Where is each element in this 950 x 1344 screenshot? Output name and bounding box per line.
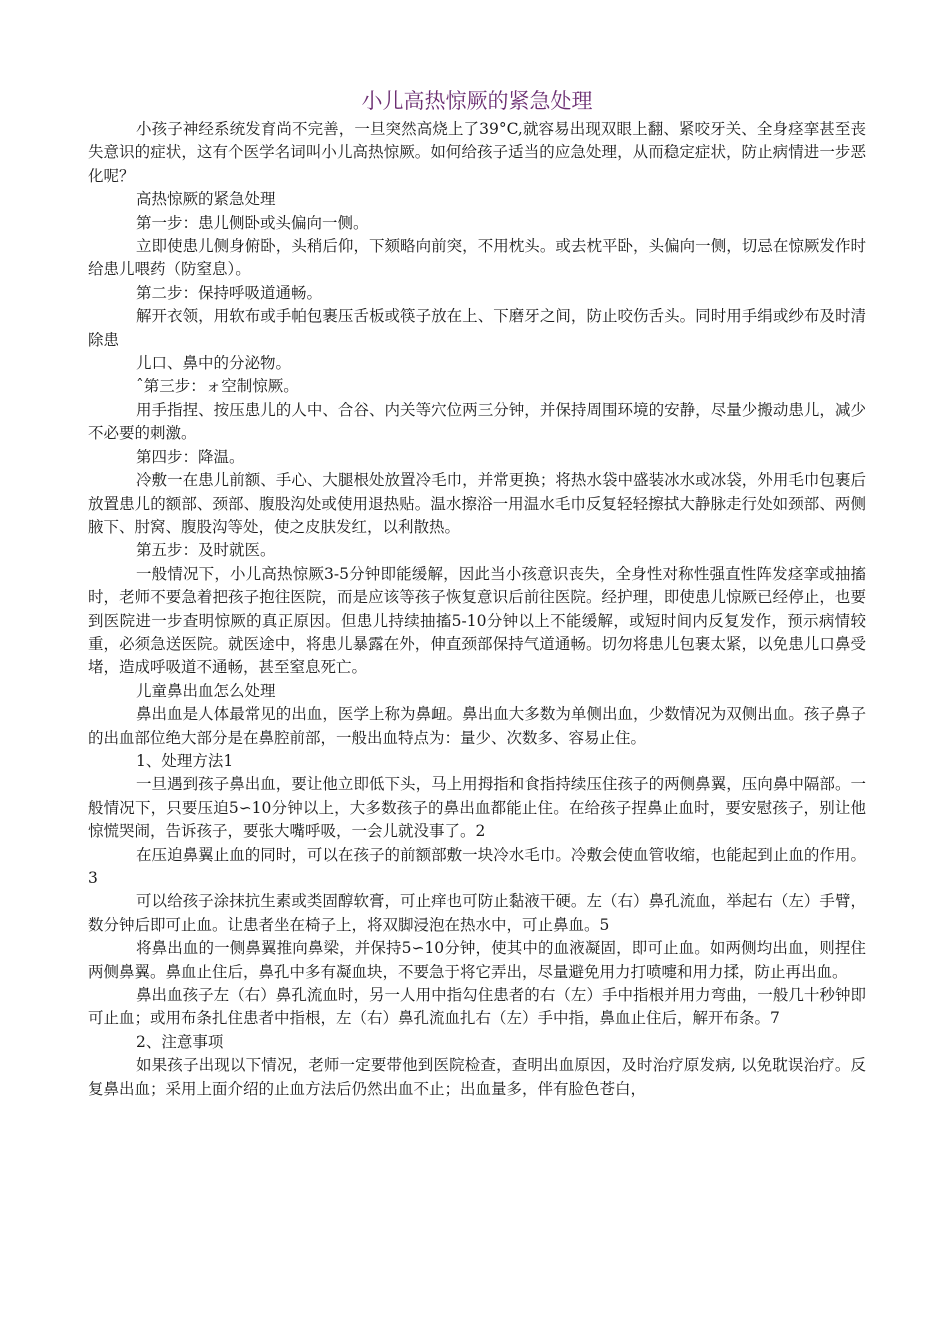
step-five-heading: 第五步：及时就医。	[136, 541, 276, 560]
step-two-body-continued: 儿口、鼻中的分泌物。	[136, 354, 292, 373]
step-three-body: 用手指捏、按压患儿的人中、合谷、内关等穴位两三分钟，并保持周围环境的安静，尽量少搬动患儿，减少不必要的刺激。	[88, 400, 866, 443]
step-four-body: 冷敷一在患儿前额、手心、大腿根处放置冷毛巾，并常更换；将热水袋中盛装冰水或冰袋，外用毛巾包裹后放置患儿的额部、颈部、腹股沟处或使用退热贴。温水擦浴一用温水毛巾反复轻轻擦拭大静脉走行处如颈部、两侧腋下、肘窝、腹股沟等处，使之皮肤发红，以利散热。	[88, 471, 866, 536]
step-two-heading: 第二步：保持呼吸道通畅。	[136, 283, 323, 302]
step-five-body: 一般情况下，小儿高热惊厥3-5分钟即能缓解，因此当小孩意识丧失，全身性对称性强直性阵发痉挛或抽搐时，老师不要急着把孩子抱往医院，而是应该等孩子恢复意识后前往医院。经护理，即使患儿惊厥已经停止，也要到医院进一步查明惊厥的真正原因。但患儿持续抽搐5-10分钟以上不能缓解，或短时间内反复发作，预示病情较重，必须急送医院。就医途中，将患儿暴露在外，伸直颈部保持气道通畅。切勿将患儿包裹太紧，以免患儿口鼻受堵，造成呼吸道不通畅，甚至窒息死亡。	[88, 564, 866, 677]
method-two-body: 在压迫鼻翼止血的同时，可以在孩子的前额部敷一块冷水毛巾。冷敷会使血管收缩，也能起到止血的作用。3	[88, 845, 866, 887]
step-two-body: 解开衣领，用软布或手帕包裹压舌板或筷子放在上、下磨牙之间，防止咬伤舌头。同时用手绢或纱布及时清除患	[88, 307, 866, 349]
section-heading-febrile-convulsion: 高热惊厥的紧急处理	[136, 190, 276, 209]
method-one-body: 一旦遇到孩子鼻出血，要让他立即低下头，马上用拇指和食指持续压住孩子的两侧鼻翼，压向鼻中隔部。一般情况下，只要压迫5∽10分钟以上，大多数孩子的鼻出血都能止住。在给孩子捏鼻止血时，要安慰孩子，别让他惊慌哭闹，告诉孩子，要张大嘴呼吸，一会儿就没事了。2	[88, 775, 866, 841]
intro-paragraph: 小孩子神经系统发育尚不完善，一旦突然高烧上了39°C,就容易出现双眼上翻、紧咬牙关、全身痉挛甚至丧失意识的症状，这有个医学名词叫小儿高热惊厥。如何给孩子适当的应急处理，从而稳定症状，防止病情进一步恶化呢？	[88, 120, 866, 185]
method-heading: 1、处理方法1	[136, 751, 234, 770]
document-title: 小儿高热惊厥的紧急处理	[361, 89, 593, 113]
nosebleed-intro: 鼻出血是人体最常见的出血，医学上称为鼻衄。鼻出血大多数为单侧出血，少数情况为双侧出血。孩子鼻子的出血部位绝大部分是在鼻腔前部，一般出血特点为：量少、次数多、容易止住。	[88, 705, 866, 747]
method-four-body: 将鼻出血的一侧鼻翼推向鼻梁，并保持5∽10分钟，使其中的血液凝固，即可止血。如两侧均出血，则捏住两侧鼻翼。鼻血止住后，鼻孔中多有凝血块，不要急于将它弄出，尽量避免用力打喷嚏和用力揉，防止再出血。	[88, 939, 866, 981]
notes-heading: 2、注意事项	[136, 1032, 224, 1051]
document-page	[88, 86, 866, 1101]
section-heading-nosebleed: 儿童鼻出血怎么处理	[136, 681, 276, 700]
method-five-body: 鼻出血孩子左（右）鼻孔流血时，另一人用中指勾住患者的右（左）手中指根并用力弯曲，一般几十秒钟即可止血；或用布条扎住患者中指根，左（右）鼻孔流血扎右（左）手中指，鼻血止住后，解开布条。7	[88, 986, 866, 1028]
step-one-heading: 第一步：患儿侧卧或头偏向一侧。	[136, 213, 369, 232]
step-one-body: 立即使患儿侧身俯卧，头稍后仰，下颏略向前突，不用枕头。或去枕平卧，头偏向一侧，切忌在惊厥发作时给患儿喂药（防窒息）。	[88, 237, 866, 279]
step-three-heading: ˆ第三步：ォ空制惊厥。	[136, 377, 299, 396]
step-four-heading: 第四步：降温。	[136, 447, 245, 466]
notes-body: 如果孩子出现以下情况，老师一定要带他到医院检查，查明出血原因，及时治疗原发病, 以免耽误治疗。反复鼻出血；采用上面介绍的止血方法后仍然出血不止；出血量多，伴有脸色苍白，	[88, 1056, 866, 1098]
method-three-body: 可以给孩子涂抹抗生素或类固醇软膏，可止痒也可防止黏液干硬。左（右）鼻孔流血，举起右（左）手臂，数分钟后即可止血。让患者坐在椅子上，将双脚浸泡在热水中，可止鼻血。5	[88, 892, 866, 934]
